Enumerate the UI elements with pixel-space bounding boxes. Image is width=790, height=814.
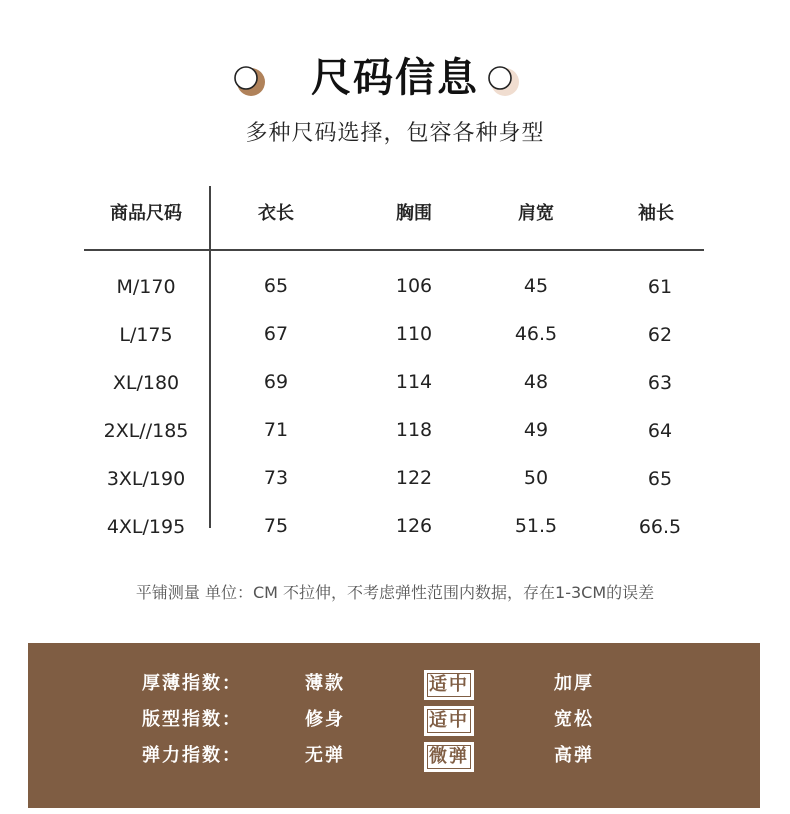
fit-option-slim: 修身 (305, 709, 345, 730)
table-cell-shoulder: 46.5 (514, 323, 558, 345)
table-cell-size: 3XL/190 (106, 468, 186, 490)
table-cell-length: 69 (263, 371, 289, 393)
table-divider-horizontal (84, 249, 704, 251)
table-cell-size: 4XL/195 (106, 516, 186, 538)
fit-index-panel (28, 643, 760, 808)
table-cell-shoulder: 45 (523, 275, 549, 297)
thickness-option-thin: 薄款 (305, 673, 345, 694)
column-header-shoulder: 肩宽 (518, 203, 554, 224)
column-header-chest: 胸围 (396, 203, 432, 224)
table-cell-shoulder: 50 (523, 467, 549, 489)
table-cell-length: 73 (263, 467, 289, 489)
table-cell-sleeve: 64 (647, 420, 673, 442)
column-header-length: 衣长 (258, 203, 294, 224)
table-cell-sleeve: 65 (647, 468, 673, 490)
elasticity-option-slight-selected: 微弹 (424, 742, 474, 772)
page-title: 尺码信息 (311, 55, 479, 101)
table-divider-vertical (209, 186, 211, 528)
column-header-sleeve: 袖长 (638, 203, 674, 224)
decorative-circle-icon (486, 63, 520, 97)
elasticity-option-high: 高弹 (554, 745, 594, 766)
thickness-index-label: 厚薄指数： (142, 673, 242, 694)
page-subtitle: 多种尺码选择，包容各种身型 (245, 121, 545, 146)
elasticity-option-none: 无弹 (305, 745, 345, 766)
table-cell-size: L/175 (119, 324, 173, 346)
table-cell-size: 2XL//185 (103, 420, 189, 442)
table-cell-length: 75 (263, 515, 289, 537)
table-cell-chest: 126 (395, 515, 433, 537)
table-cell-chest: 110 (395, 323, 433, 345)
table-cell-size: M/170 (116, 276, 176, 298)
title-block (0, 48, 790, 108)
table-cell-sleeve: 62 (647, 324, 673, 346)
fit-index-label: 版型指数： (142, 709, 242, 730)
table-cell-sleeve: 61 (647, 276, 673, 298)
table-cell-chest: 118 (395, 419, 433, 441)
thickness-option-medium-selected: 适中 (424, 670, 474, 700)
table-cell-shoulder: 49 (523, 419, 549, 441)
thickness-option-thick: 加厚 (554, 673, 594, 694)
table-cell-length: 71 (263, 419, 289, 441)
table-cell-shoulder: 48 (523, 371, 549, 393)
fit-option-loose: 宽松 (554, 709, 594, 730)
fit-option-regular-selected: 适中 (424, 706, 474, 736)
table-cell-size: XL/180 (112, 372, 180, 394)
table-cell-chest: 122 (395, 467, 433, 489)
column-header-size: 商品尺码 (110, 203, 182, 224)
table-cell-chest: 114 (395, 371, 433, 393)
elasticity-index-label: 弹力指数： (142, 745, 242, 766)
table-cell-chest: 106 (395, 275, 433, 297)
table-cell-length: 65 (263, 275, 289, 297)
table-cell-sleeve: 63 (647, 372, 673, 394)
table-cell-sleeve: 66.5 (638, 516, 682, 538)
table-cell-shoulder: 51.5 (514, 515, 558, 537)
measurement-note: 平铺测量 单位：CM 不拉伸，不考虑弹性范围内数据，存在1-3CM的误差 (135, 583, 655, 602)
table-cell-length: 67 (263, 323, 289, 345)
